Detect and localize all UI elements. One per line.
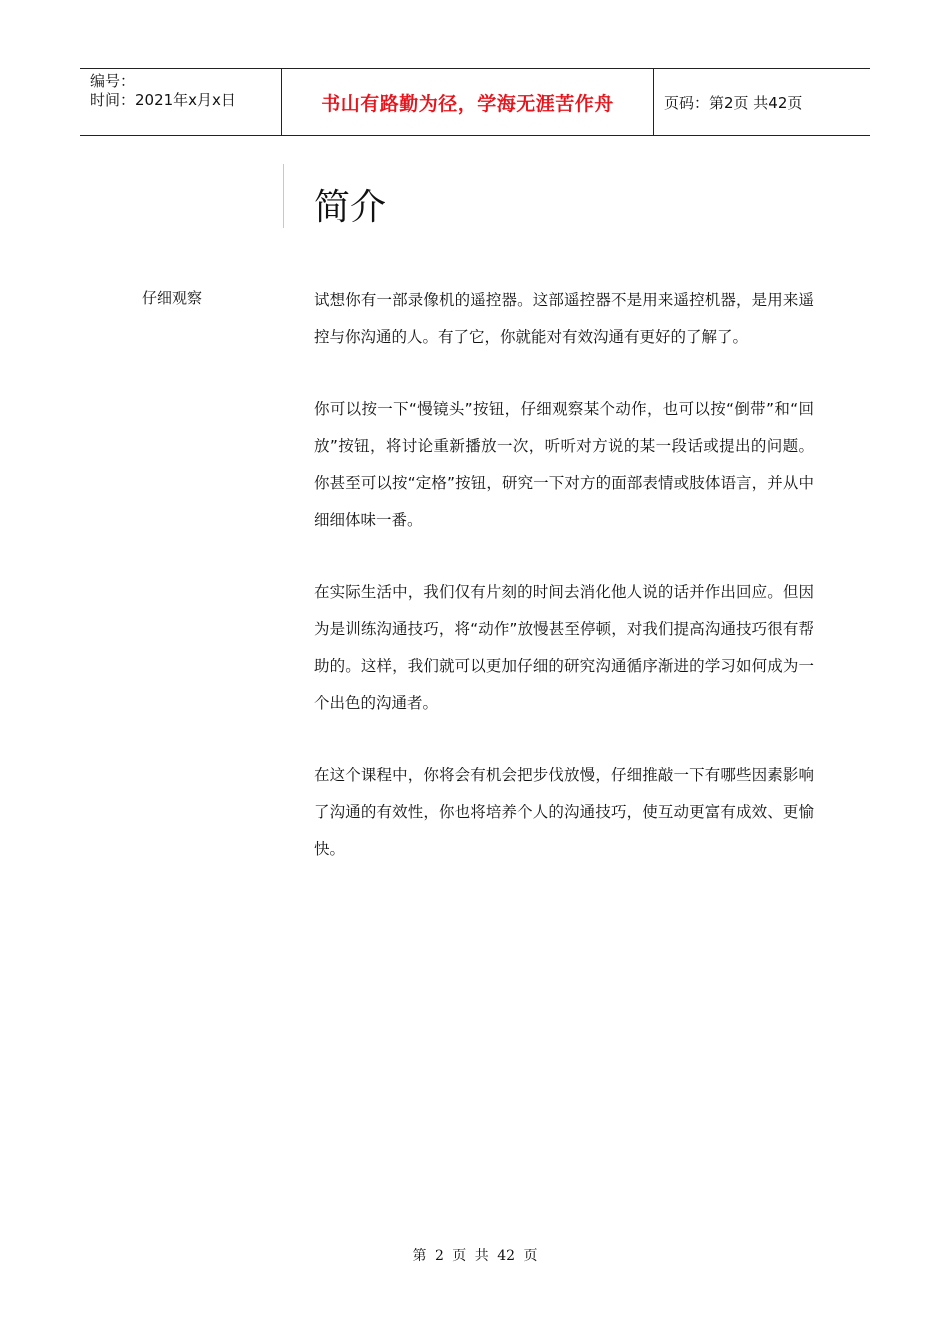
header-motto-cell	[281, 69, 654, 135]
body-text	[314, 282, 814, 903]
side-label: 仔细观察	[142, 289, 203, 307]
page-footer: 第 2 页 共 42 页	[412, 1248, 538, 1264]
paragraph: 试想你有一部录像机的遥控器。这部遥控器不是用来遥控机器，是用来遥控与你沟通的人。有了它，你就能对有效沟通有更好的了解了。	[314, 291, 814, 346]
header-page-info: 页码：第2页 共42页	[664, 93, 803, 112]
document-date: 时间：2021年x月x日	[90, 91, 236, 109]
paragraph: 你可以按一下“慢镜头”按钮，仔细观察某个动作，也可以按“倒带”和“回放”按钮，将讨论重新播放一次，听听对方说的某一段话或提出的问题。你甚至可以按“定格”按钮，研究一下对方的面部表情或肢体语言，并从中细细体味一番。	[314, 400, 814, 529]
header-page-info-cell	[654, 69, 870, 135]
title-divider	[283, 164, 284, 228]
section-title: 简介	[314, 187, 387, 228]
document-number-label: 编号：	[90, 72, 136, 90]
paragraph: 在实际生活中，我们仅有片刻的时间去消化他人说的话并作出回应。但因为是训练沟通技巧，将“动作”放慢甚至停顿，对我们提高沟通技巧很有帮助的。这样，我们就可以更加仔细的研究沟通循序渐进的学习如何成为一个出色的沟通者。	[314, 583, 814, 712]
page-header	[80, 68, 870, 136]
paragraph: 在这个课程中，你将会有机会把步伐放慢，仔细推敲一下有哪些因素影响了沟通的有效性，你也将培养个人的沟通技巧，使互动更富有成效、更愉快。	[314, 766, 814, 858]
header-motto: 书山有路勤为径，学海无涯苦作舟	[321, 92, 614, 115]
header-meta	[80, 69, 281, 135]
